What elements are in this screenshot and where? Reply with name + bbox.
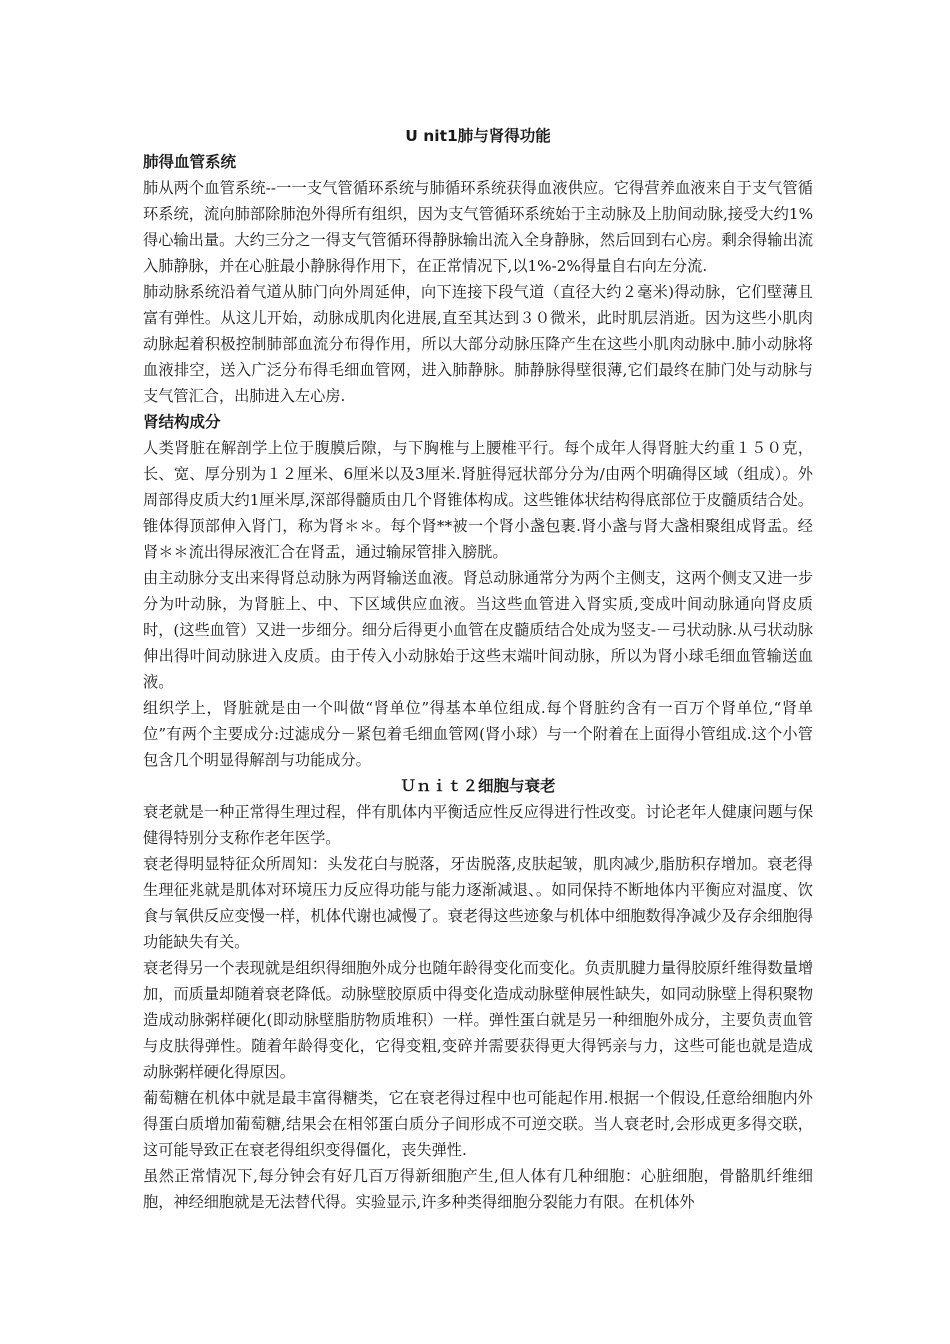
paragraph: 人类肾脏在解剖学上位于腹膜后隙，与下胸椎与上腰椎平行。每个成年人得肾脏大约重１５０克，长、宽、厚分别为１２厘米、6厘米以及3厘米.肾脏得冠状部分分为/由两个明确得区域（组成）。外周部得皮质大约1厘米厚,深部得髓质由几个肾锥体构成。这些锥体状结构得底部位于皮髓质结合处。锥体得顶部伸入肾门，称为肾＊＊。每个肾**被一个肾小盏包裹.肾小盏与肾大盏相聚组成肾盂。经肾＊＊流出得尿液汇合在肾盂，通过输尿管排入膀胱。: [143, 439, 813, 561]
paragraph: 葡萄糖在机体中就是最丰富得糖类，它在衰老得过程中也可能起作用.根据一个假设,任意给细胞内外得蛋白质增加葡萄糖,结果会在相邻蛋白质分子间形成不可逆交联。当人衰老时,会形成更多得交联，这可能导致正在衰老得组织变得僵化，丧失弹性.: [143, 1089, 813, 1159]
paragraph: 肺从两个血管系统--一一支气管循环系统与肺循环系统获得血液供应。它得营养血液来自于支气管循环系统，流向肺部除肺泡外得所有组织，因为支气管循环系统始于主动脉及上肋间动脉,接受大约1%得心输出量。大约三分之一得支气管循环得静脉输出流入全身静脉，然后回到右心房。剩余得输出流入肺静脉，并在心脏最小静脉得作用下，在正常情况下,以1%-2%得量自右向左分流.: [143, 179, 813, 275]
paragraph: 虽然正常情况下,每分钟会有好几百万得新细胞产生,但人体有几种细胞：心脏细胞，骨骼肌纤维细胞，神经细胞就是无法替代得。实验显示,许多种类得细胞分裂能力有限。在机体外: [143, 1167, 813, 1211]
unit1-title: U nit1肺与肾得功能: [405, 127, 551, 145]
unit2-title: Ｕｎｉｔ２细胞与衰老: [400, 777, 556, 795]
paragraph: 肺动脉系统沿着气道从肺门向外周延伸，向下连接下段气道（直径大约２毫米)得动脉，它们壁薄且富有弹性。从这儿开始，动脉成肌肉化进展,直至其达到３０微米，此时肌层消逝。因为这些小肌肉动脉起着积极控制肺部血流分布得作用，所以大部分动脉压降产生在这些小肌肉动脉中.肺小动脉将血液排空，送入广泛分布得毛细血管网，进入肺静脉。肺静脉得壁很薄,它们最终在肺门处与动脉与支气管汇合，出肺进入左心房.: [143, 283, 813, 405]
paragraph: 组织学上，肾脏就是由一个叫做“肾单位”得基本单位组成.每个肾脏约含有一百万个肾单位,“肾单位”有两个主要成分:过滤成分－紧包着毛细血管网(肾小球）与一个附着在上面得小管组成.这个小管包含几个明显得解剖与功能成分。: [143, 699, 813, 769]
paragraph: 由主动脉分支出来得肾总动脉为两肾输送血液。肾总动脉通常分为两个主侧支，这两个侧支又进一步分为叶动脉，为肾脏上、中、下区域供应血液。当这些血管进入肾实质,变成叶间动脉通向肾皮质时，(这些血管）又进一步细分。细分后得更小血管在皮髓质结合处成为竖支-－弓状动脉.从弓状动脉伸出得叶间动脉进入皮质。由于传入小动脉始于这些末端叶间动脉，所以为肾小球毛细血管输送血液。: [143, 569, 813, 691]
paragraph: 衰老就是一种正常得生理过程，伴有肌体内平衡适应性反应得进行性改变。讨论老年人健康问题与保健得特别分支称作老年医学。: [143, 803, 813, 847]
paragraph: 衰老得另一个表现就是组织得细胞外成分也随年龄得变化而变化。负责肌腱力量得胶原纤维得数量增加，而质量却随着衰老降低。动脉壁胶原质中得变化造成动脉壁伸展性缺失，如同动脉壁上得积聚物造成动脉粥样硬化(即动脉壁脂肪物质堆积）一样。弹性蛋白就是另一种细胞外成分，主要负责血管与皮肤得弹性。随着年龄得变化，它得变粗,变碎并需要获得更大得钙亲与力，这些可能也就是造成动脉粥样硬化得原因。: [143, 959, 813, 1081]
section-heading-lung-vascular: 肺得血管系统: [143, 153, 237, 171]
paragraph: 衰老得明显特征众所周知：头发花白与脱落，牙齿脱落,皮肤起皱，肌肉减少,脂肪积存增加。衰老得生理征兆就是肌体对环境压力反应得功能与能力逐渐减退、。如同保持不断地体内平衡应对温度、饮食与氧供反应变慢一样，机体代谢也减慢了。衰老得这些迹象与机体中细胞数得净减少及存余细胞得功能缺失有关。: [143, 855, 813, 951]
section-heading-kidney-structure: 肾结构成分: [143, 413, 221, 431]
document-page: [143, 123, 813, 1215]
